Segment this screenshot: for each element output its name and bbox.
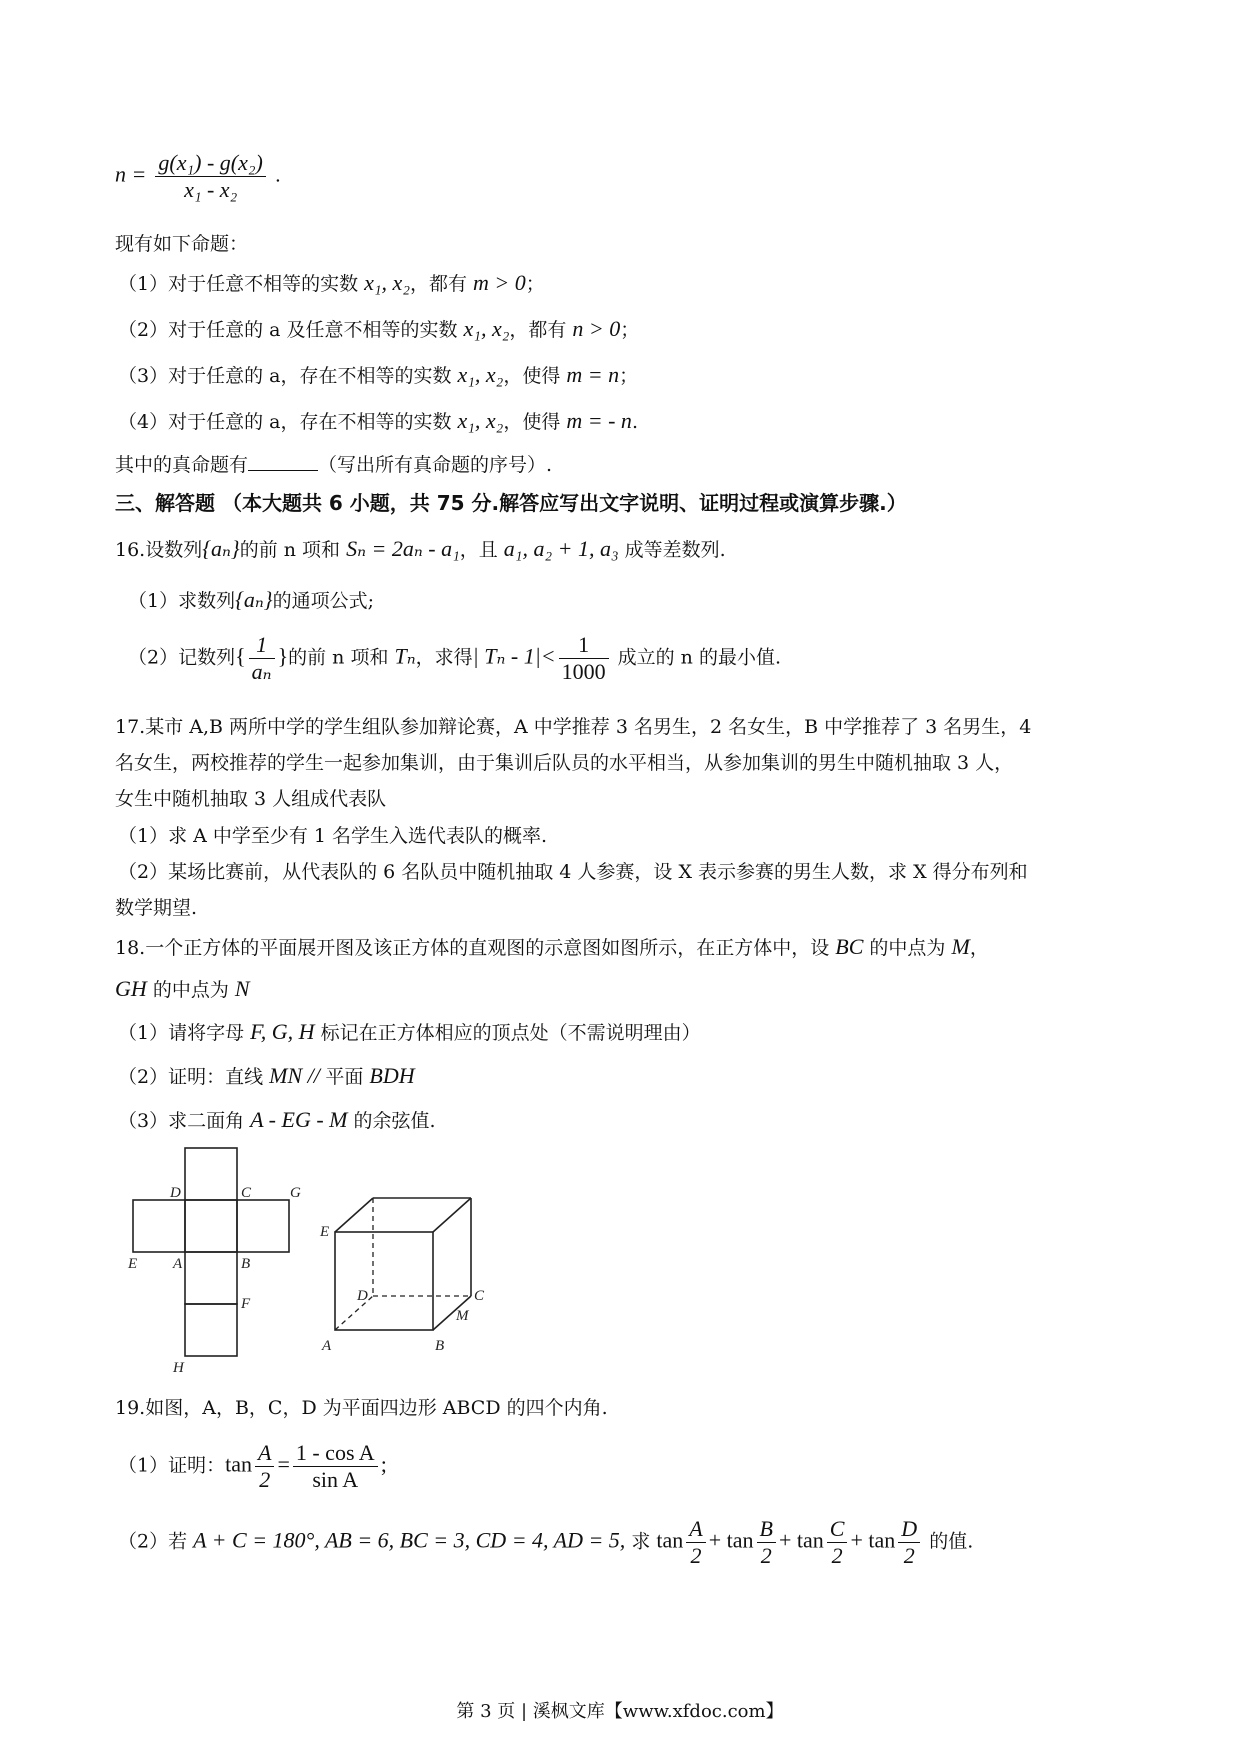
answer-blank [248, 452, 318, 471]
cube-label-b: B [435, 1338, 445, 1354]
net-label-g: G [290, 1185, 301, 1201]
cube-hidden-edges [335, 1198, 471, 1330]
question-18-line-1: 18.一个正方体的平面展开图及该正方体的直观图的示意图如图所示，在正方体中，设 BC 的中点为 M， [115, 934, 989, 959]
question-19-part-1: （1）证明：tan $\frac{A}{2}$ = $\frac{\text{1 - cos A}}{\text{sin A}}$ ; [118, 1440, 387, 1492]
question-17-line-2: 名女生，两校推荐的学生一起参加集训，由于集训后队员的水平相当，从参加集训的男生中随机抽取 3 人， [115, 752, 1014, 774]
cube-net [133, 1148, 289, 1356]
question-18-line-2: GH 的中点为 N [115, 976, 250, 1001]
net-label-e: E [128, 1256, 138, 1272]
question-17-part-2: （2）某场比赛前，从代表队的 6 名队员中随机抽取 4 人参赛，设 X 表示参赛的男生人数，求 X 得分布列和 [118, 861, 1028, 883]
net-label-b: B [241, 1256, 251, 1272]
cube-label-c: C [474, 1288, 485, 1304]
question-16-stem: 16.设数列{aₙ}的前 n 项和 Sₙ = 2aₙ - a₁，且 a₁, a₂ + 1, a₃ 成等差数列. [115, 536, 726, 561]
question-19-part-2: （2）若 A + C = 180°, AB = 6, BC = 3, CD = 4, AD = 5, 求 tan $\frac{A}{2}$ + tan $\frac{B}{2}$ + tan $\frac{C}{2}$ + tan $\frac{D}{2}$ 的值. [118, 1516, 974, 1568]
proposition-4: （4）对于任意的 a，存在不相等的实数 x₁, x₂，使得 m = - n. [118, 408, 638, 433]
proposition-1: （1）对于任意不相等的实数 x₁, x₂，都有 m > 0； [118, 270, 545, 295]
cube-perspective [335, 1198, 471, 1330]
question-17-part-1: （1）求 A 中学至少有 1 名学生入选代表队的概率. [118, 825, 548, 847]
cube-label-d: D [357, 1288, 368, 1304]
formula-n-fraction: $\frac{\text{g(x₁) - g(x₂)}}{\text{x₁ - x₂}}$ [155, 150, 265, 203]
net-label-h: H [173, 1360, 184, 1376]
question-17-part-2-cont: 数学期望. [115, 897, 198, 919]
question-17-line-3: 女生中随机抽取 3 人组成代表队 [115, 788, 387, 810]
net-label-a: A [173, 1256, 183, 1272]
net-label-d: D [170, 1185, 181, 1201]
question-18-part-2: （2）证明：直线 MN // 平面 BDH [118, 1063, 415, 1088]
formula-n: n = $\frac{\text{g(x₁) - g(x₂)}}{\text{x₁ - x₂}}$ . [115, 150, 281, 202]
question-18-part-1: （1）请将字母 F, G, H 标记在正方体相应的顶点处（不需说明理由） [118, 1019, 701, 1044]
cube-figure [110, 1140, 530, 1380]
section-3-heading: 三、解答题 （本大题共 6 小题，共 75 分.解答应写出文字说明、证明过程或演算步骤.） [115, 491, 907, 515]
question-18-part-3: （3）求二面角 A - EG - M 的余弦值. [118, 1107, 436, 1132]
proposition-3: （3）对于任意的 a，存在不相等的实数 x₁, x₂，使得 m = n； [118, 362, 639, 387]
proposition-2: （2）对于任意的 a 及任意不相等的实数 x₁, x₂，都有 n > 0； [118, 316, 640, 341]
cube-label-m: M [456, 1308, 469, 1324]
cube-label-e: E [320, 1224, 330, 1240]
net-label-c: C [241, 1185, 252, 1201]
question-16-part-1: （1）求数列{aₙ}的通项公式; [128, 587, 375, 612]
question-17-line-1: 17.某市 A,B 两所中学的学生组队参加辩论赛，A 中学推荐 3 名男生，2 名女生，B 中学推荐了 3 名男生，4 [115, 716, 1032, 738]
true-propositions-question: 其中的真命题有 （写出所有真命题的序号）. [115, 454, 553, 476]
question-19-stem: 19.如图，A，B，C，D 为平面四边形 ABCD 的四个内角. [115, 1397, 608, 1419]
question-16-part-2: （2）记数列{ $\frac{1}{\text{aₙ}}$ }的前 n 项和 Tₙ，求得| Tₙ - 1|< $\frac{1}{1000}$ 成立的 n 的最小值. [128, 632, 781, 684]
intro-text: 现有如下命题： [115, 233, 249, 255]
net-label-f: F [241, 1296, 251, 1312]
cube-label-a: A [322, 1338, 332, 1354]
page-footer: 第 3 页 | 溪枫文库【www.xfdoc.com】 [456, 1701, 784, 1722]
